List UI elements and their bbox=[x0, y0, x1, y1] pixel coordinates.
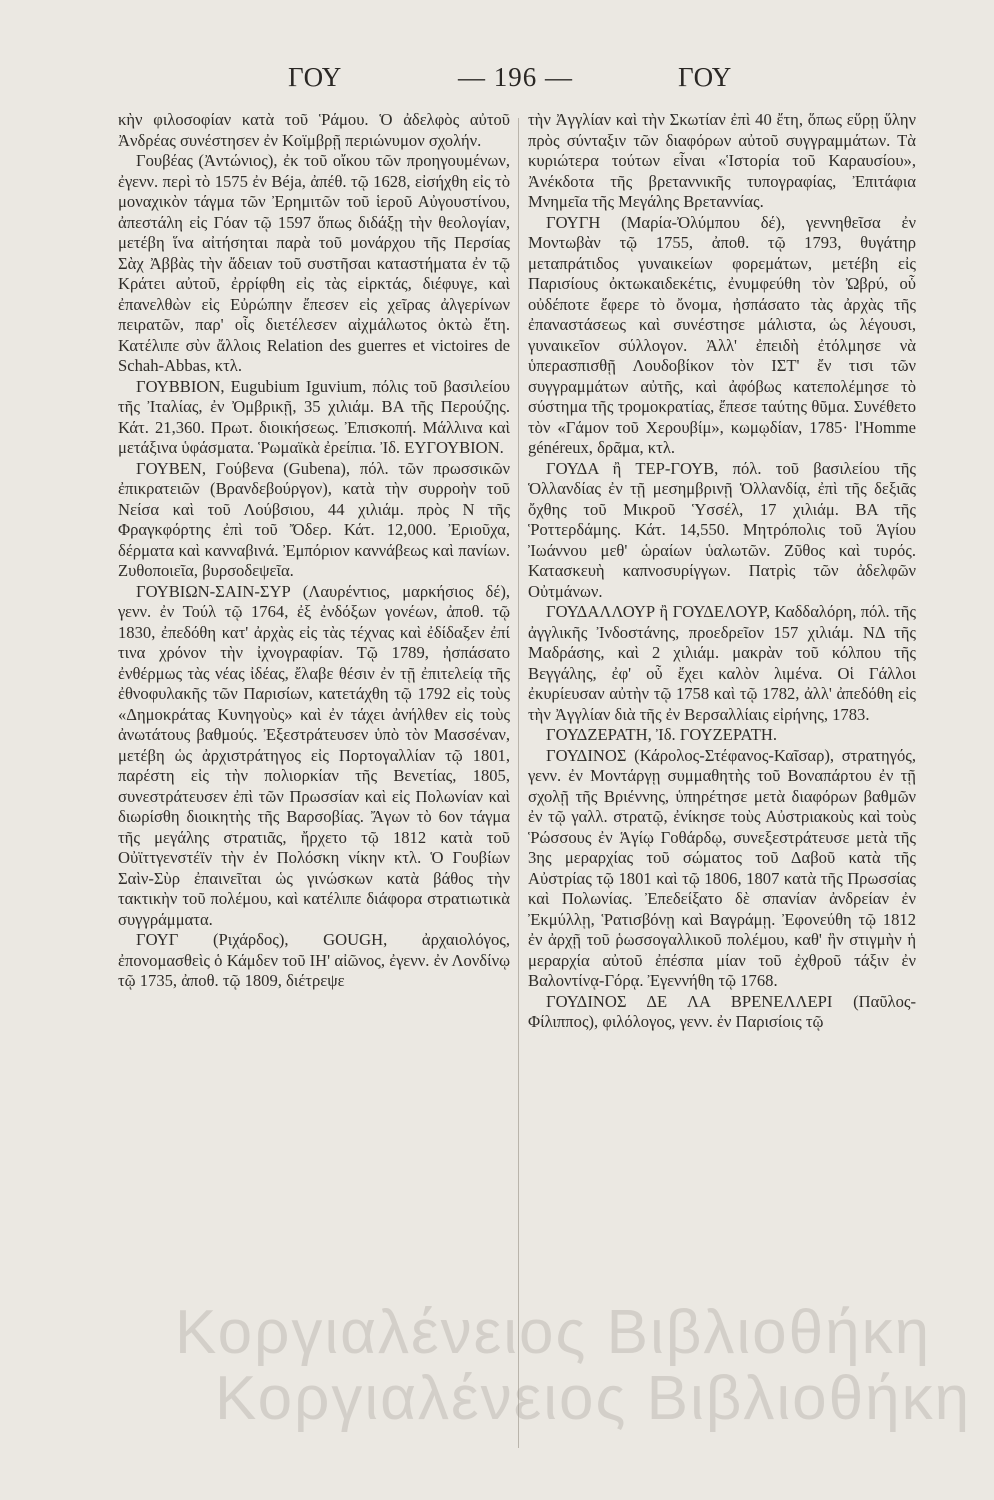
entry-paragraph: ΓΟΥΔΙΝΟΣ ΔΕ ΛΑ ΒΡΕΝΕΛΛΕΡΙ (Παῦλος-Φίλιππος), φιλόλογος, γενν. ἐν Παρισίοις τῷ bbox=[528, 991, 916, 1031]
entry-paragraph: ΓΟΥΔΖΕΡΑΤΗ, Ἰδ. ΓΟΥΖΕΡΑΤΗ. bbox=[546, 725, 777, 744]
entry-paragraph: ΓΟΥΒΕΝ, Γούβενα (Gubena), πόλ. τῶν πρωσσικῶν ἐπικρατειῶν (Βρανδεβούργον), κατὰ τὴν συρροὴν τοῦ Νείσα καὶ τοῦ Λούβσιου, 44 χιλιάμ. πρὸς Ν τῆς Φραγκφόρτης ἐπὶ τοῦ Ὄδερ. Κάτ. 12,000. Ἐριοῦχα, δέρματα καὶ κανναβινά. Ἐμπόριον καννάβεως καὶ πανίων. Ζυθοποιεῖα, βυρσοδεψεῖα. bbox=[118, 458, 510, 580]
entry-paragraph: ΓΟΥΒΒΙΟΝ, Eugubium Iguvium, πόλις τοῦ βασιλείου τῆς Ἰταλίας, ἐν Ὀμβρικῇ, 35 χιλιάμ. ΒΑ τῆς Περούζης. Κάτ. 21,360. Πρωτ. διοικήσεως. Ἐπισκοπή. Μάλλινα καὶ μετάξινα ὑφάσματα. Ῥωμαϊκὰ ἐρείπια. Ἰδ. ΕΥΓΟΥΒΙΟΝ. bbox=[118, 376, 510, 457]
right-column bbox=[528, 110, 916, 1033]
entry-paragraph: ΓΟΥΒΙΩΝ-ΣΑΙΝ-ΣΥΡ (Λαυρέντιος, μαρκήσιος δέ), γενν. ἐν Τούλ τῷ 1764, ἐξ ἐνδόξων γονέων, ἀποθ. τῷ 1830, ἐπεδόθη κατ' ἀρχὰς εἰς τὰς τέχνας καὶ ἐδίδαξεν ἐπί τινα χρόνον τὴν ἰχνογραφίαν. Τῷ 1789, ἠσπάσατο ἐνθέρμως τὰς νέας ἰδέας, ἔλαβε θέσιν ἐν τῇ ἐπιτελείᾳ τῆς ἐθνοφυλακῆς τῶν Παρισίων, κατετάχθη τῷ 1792 εἰς τοὺς «Δημοκράτας Κυνηγοὺς» καὶ ἐν τάχει ἀνήλθεν εἰς τοὺς ἀνωτάτους βαθμούς. Ἐξεστράτευσεν ὑπὸ τὸν Μασσέναν, μετέβη ὡς ἀρχιστράτηγος εἰς Πορτογαλλίαν τῷ 1801, παρέστη εἰς τὴν πολιορκίαν τῆς Βενετίας, 1805, συνεστράτευσεν ἐπὶ τῶν Πρωσσίαν καὶ εἰς Πολωνίαν καὶ διωρίσθη διοικητὴς τῆς Βαρσοβίας. Ἄγων τὸ 6ον τάγμα τῆς μεγάλης στρατιᾶς, ἤρχετο τῷ 1812 κατὰ τοῦ Οὐϊττγενστέϊν τὴν ἐν Πολόσκη νίκην κτλ. Ὁ Γουβίων Σαὶν-Σὺρ ἐπαινεῖται ὡς γινώσκων κατὰ βάθος τὴν τακτικὴν τοῦ πολέμου, καὶ κατέλιπε διάφορα στρατιωτικὰ συγγράμματα. bbox=[118, 581, 510, 929]
entry-paragraph: ΓΟΥΔΙΝΟΣ (Κάρολος-Στέφανος-Καῖσαρ), στρατηγός, γενν. ἐν Μοντάργῃ συμμαθητὴς τοῦ Βοναπάρτου ἐν τῇ σχολῇ τῆς Βριέννης, ὑπηρέτησε μετὰ διαφόρων βαθμῶν ἐν τῷ γαλλ. στρατῷ, ἐνίκησε τοὺς Αὐστριακοὺς καὶ τοὺς Ῥώσσους ἐν Ἁγίῳ Γοθάρδῳ, συνεξεστράτευσε μετὰ τῆς 3ης μεραρχίας τοῦ σώματος τοῦ Δαβοῦ κατὰ τῆς Αὐστρίας τῷ 1801 καὶ τῷ 1806, 1807 κατὰ τῆς Πρωσσίας καὶ Πολωνίας. Ἐπεδείξατο δὲ σπανίαν ἀνδρείαν ἐν Ἐκμύλλῃ, Ῥατισβόνῃ καὶ Βαγράμῃ. Ἐφονεύθη τῷ 1812 ἐν ἀρχῇ τοῦ ῥωσσογαλλικοῦ πολέμου, καθ' ἣν στιγμὴν ἡ μεραρχία αὐτοῦ ἐπέσπα μίαν τοῦ ἐχθροῦ τάξιν ἐν Βαλοντίνᾳ-Γόρᾳ. Ἐγεννήθη τῷ 1768. bbox=[528, 745, 916, 990]
page-header bbox=[118, 62, 908, 96]
left-column bbox=[118, 110, 510, 992]
entry-paragraph: ΓΟΥΓ (Ριχάρδος), GOUGH, ἀρχαιολόγος, ἐπονομασθεὶς ὁ Κάμδεν τοῦ ΙΗ' αἰῶνος, ἐγενν. ἐν Λονδίνῳ τῷ 1735, ἀποθ. τῷ 1809, διέτρεψε bbox=[118, 930, 510, 990]
library-watermark bbox=[175, 1298, 972, 1433]
entry-paragraph: τὴν Ἀγγλίαν καὶ τὴν Σκωτίαν ἐπὶ 40 ἔτη, ὅπως εὕρῃ ὕλην πρὸς σύνταξιν τῶν διαφόρων αὐτοῦ συγγραμμάτων. Τὰ κυριώτερα τούτων εἶναι «Ἱστορία τοῦ Καραυσίου», Ἀνέκδοτα τῆς βρεταννικῆς τυπογραφίας, Ἐπιτάφια Μνημεῖα τῆς Μεγάλης Βρεταννίας. bbox=[528, 110, 916, 211]
page-number: — 196 — bbox=[458, 62, 573, 92]
running-head-right: ΓΟΥ bbox=[678, 62, 732, 92]
column-divider bbox=[518, 118, 519, 1448]
entry-paragraph: ΓΟΥΔΑΛΛΟΥΡ ἢ ΓΟΥΔΕΛΟΥΡ, Καδδαλόρη, πόλ. τῆς ἀγγλικῆς Ἰνδοστάνης, προεδρεῖον 157 χιλιάμ. ΝΔ τῆς Μαδράσης, καὶ 2 χιλιάμ. μακρὰν τοῦ κόλπου τῆς Βεγγάλης, ἐφ' οὗ ἔχει καλὸν λιμένα. Οἱ Γάλλοι ἐκυρίευσαν αὐτὴν τῷ 1758 καὶ τῷ 1782, ἀλλ' ἀπεδόθη εἰς τὴν Ἀγγλίαν διὰ τῆς ἐν Βερσαλλίαις εἰρήνης, 1783. bbox=[528, 602, 916, 724]
watermark-line: Κοργιαλένειος Βιβλιοθήκη bbox=[175, 1298, 932, 1367]
watermark-line: Κοργιαλένειος Βιβλιοθήκη bbox=[215, 1364, 972, 1433]
entry-paragraph: ΓΟΥΔΑ ἢ ΤΕΡ-ΓΟΥΒ, πόλ. τοῦ βασιλείου τῆς Ὁλλανδίας ἐν τῇ μεσημβρινῇ Ὁλλανδίᾳ, ἐπὶ τῆς δεξιᾶς ὄχθης τοῦ Μικροῦ Ὑσσέλ, 17 χιλιάμ. ΒΑ τῆς Ῥοττερδάμης. Κάτ. 14,550. Μητρόπολις τοῦ Ἁγίου Ἰωάννου μεθ' ὡραίων ὑαλωτῶν. Ζῦθος καὶ τυρός. Κατασκευὴ καπνοσυρίγγων. Πατρὶς τῶν ἀδελφῶν Οὐτμάνων. bbox=[528, 458, 916, 601]
running-head-left: ΓΟΥ bbox=[288, 62, 342, 92]
entry-paragraph: κὴν φιλοσοφίαν κατὰ τοῦ Ῥάμου. Ὁ ἀδελφὸς αὐτοῦ Ἀνδρέας συνέστησεν ἐν Κοϊμβρῇ περιώνυμον σχολήν. bbox=[118, 110, 510, 150]
entry-paragraph: Γουβέας (Ἀντώνιος), ἐκ τοῦ οἴκου τῶν προηγουμένων, ἐγενν. περὶ τὸ 1575 ἐν Béja, ἀπέθ. τῷ 1628, εἰσήχθη εἰς τὸ μοναχικὸν τάγμα τῶν Ἐρημιτῶν τοῦ ἱεροῦ Αὐγουστίνου, ἀπεστάλη εἰς Γόαν τῷ 1597 ὅπως διδάξῃ τὴν θεολογίαν, μετέβη ἵνα αἰτήσηται παρὰ τοῦ μονάρχου τῆς Περσίας Σὰχ Ἀββὰς τὴν ἄδειαν τοῦ συστῆσαι καταστήματα ἐν τῷ Κράτει αὐτοῦ, ἐρρίφθη εἰς τὰς εἱρκτάς, διέφυγε, καὶ ἐπανελθὼν εἰς Εὐρώπην ἔπεσεν εἰς χεῖρας ἀλγερίνων πειρατῶν, παρ' οἷς διετέλεσεν αἰχμάλωτος ὀκτὼ ἔτη. Κατέλιπε σὺν ἄλλοις Relation des guerres et victoires de Schah-Abbas, κτλ. bbox=[118, 151, 510, 375]
entry-paragraph: ΓΟΥΓΗ (Μαρία-Ὀλύμπου δέ), γεννηθεῖσα ἐν Μοντωβὰν τῷ 1755, ἀποθ. τῷ 1793, θυγάτηρ μεταπράτιδος γυναικείων φορεμάτων, μετέβη εἰς Παρισίους ὀκτωκαιδεκέτις, ἐνυμφεύθη τὸν Ὠβρύ, οὗ οὐδέποτε ἔφερε τὸ ὄνομα, ἠσπάσατο τὰς ἀρχὰς τῆς ἐπαναστάσεως καὶ συνέστησε μάλιστα, ὡς λέγουσι, γυναικεῖον σύλλογον. Ἀλλ' ἐπειδὴ ἐτόλμησε νὰ ὑπερασπισθῇ Λουδοβίκον τὸν ΙΣΤ' ἔν τισι τῶν συγγραμμάτων αὐτῆς, καὶ ἀφόβως κατεπολέμησε τὸ σύστημα τῆς τρομοκρατίας, ἔπεσε ταύτης θῦμα. Συνέθετο τὸν «Γάμον τοῦ Χερουβίμ», κωμῳδίαν, 1785· l'Homme généreux, δρᾶμα, κτλ. bbox=[528, 212, 916, 457]
